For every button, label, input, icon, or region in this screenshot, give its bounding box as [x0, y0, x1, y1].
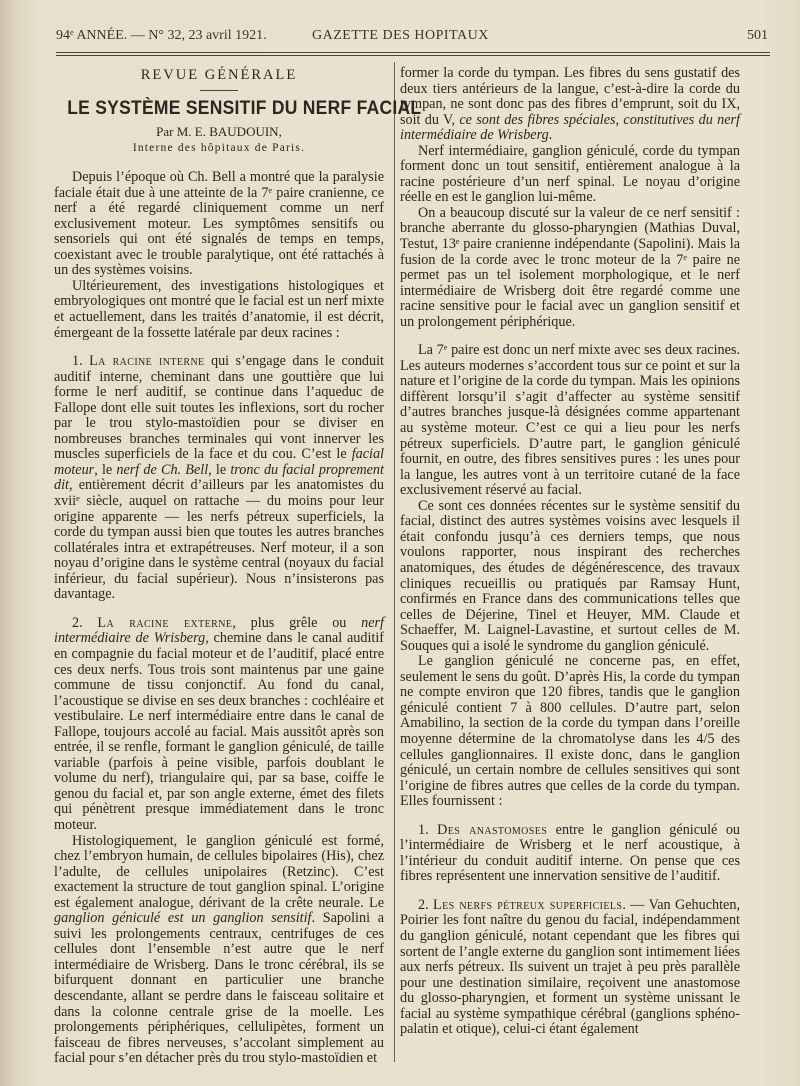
recent-data-paragraph: Ce sont ces données récentes sur le système sensitif du facial, distinct des autres systèmes voisins avec lesquels il était confondu jusqu’à ces derniers temps, que nous voulons rapporter, nous inspirant des recherches anatomiques, des études de dégénérescence, des travaux cliniques recueillis ou pratiqués par Ramsay Hunt, confirmés en France dans des communications telles que celles de Déjerine, Tinel et Heuyer, MM. Claude et Schaeffer, M. Laignel-Lavastine, et surtout celles de M. Souques qui a isolé le syndrome du ganglion géniculé. [400, 497, 740, 654]
section-petrosal-nerves: 2. Les nerfs pétreux superficiels. — Van Gehuchten, Poirier les font naître du genou du facial, indépendamment du ganglion géniculé, notant cependant que les fibres qui sortent de l’angle externe du ganglion sont intimement liées aux nerfs pétreux. Ils suivent un trajet à peu près parallèle pour une destination similaire, reçoivent une anastomose du glosso-pharyngien, et forment un système unissant le facial au système sympathique cérébral (ganglions sphéno-palatin et otique), celui-ci étant également [400, 896, 740, 1038]
left-column [54, 62, 422, 1067]
header-rule [56, 52, 770, 53]
intro-paragraph-2: Ultérieurement, des investigations histologiques et embryologiques ont montré que le facial est un nerf mixte et actuellement, dans les traités d’anatomie, il est décrit, émergeant de la fossette latérale par deux racines : [54, 277, 384, 341]
running-header [56, 28, 768, 48]
discussion-paragraph: On a beaucoup discuté sur la valeur de ce nerf sensitif : branche aberrante du glosso-pharyngien (Mathias Duval, Testut, 13ᵉ paire cranienne indépendante (Sapolini). Mais la fusion de la corde avec le tronc moteur de la 7ᵉ paire ne permet pas un tel isolement morphologique, et le nerf intermédiaire de Wrisberg doit être regardé comme une racine sensitive pour le facial avec un ganglion sensitif et un prolongement périphérique. [400, 204, 740, 330]
histology-paragraph: Histologiquement, le ganglion géniculé est formé, chez l’embryon humain, de cellules bipolaires (His), chez l’adulte, de cellules unipolaires (Retzinc). C’est exactement la structure de tout ganglion spinal. L’origine est également analogue, dérivant de la crête neurale. Le ganglion géniculé est un ganglion sensitif. Sapolini a suivi les prolongements centraux, centrifuges de ces cellules dont l’ensemble n’est autre que le nerf intermédiaire de Wrisberg. Dans le tronc cérébral, ils se bifurquent donnant en particulier une branche descendante, allant se perdre dans le faisceau solitaire et dans la colonne centrale grise de la moelle. Les prolongements périphériques, cellulipètes, forment un faisceau de fibres nerveuses, s’accolant simplement au facial pour s’en détacher près du trou stylo-mastoïdien et [54, 832, 384, 1067]
page-number: 501 [747, 28, 768, 43]
ganglion-paragraph: Le ganglion géniculé ne concerne pas, en effet, seulement le sens du goût. D’après His, la corde du tympan ne compte environ que 120 fibres, tandis que le ganglion géniculé contient 7 à 800 cellules. D’autre part, selon Amabilino, la section de la corde du tympan dans l’oreille moyenne détermine de la chromatolyse dans les 4/5 des cellules ganglionnaires. Il existe donc, dans le ganglion géniculé, un certain nombre de cellules sensitives qui sont l’origine de fibres autres que celles de la corde du tympan. Elles fournissent : [400, 653, 740, 810]
section-internal-root: 1. La racine interne qui s’engage dans le conduit auditif interne, cheminant dans une gouttière que lui forme le nerf auditif, se continue dans l’aqueduc de Fallope dont elle suit toutes les inflexions, sort du rocher par le trou stylo-mastoïdien pour se diviser en nombreuses branches terminales qui vont innerver les muscles superficiels de la face et du cou. C’est le facial moteur, le nerf de Ch. Bell, le tronc du facial proprement dit, entièrement décrit d’ailleurs par les anatomistes du xviiᵉ siècle, auquel on rattache — du moins pour leur origine apparente — les nerfs pétreux superficiels, la corde du tympan aussi bien que toutes les autres branches collatérales intra et extrapétreuses. Nerf moteur, il a son noyau d’origine dans le système central (noyaux du facial inférieur, du facial supérieur). Nous n’insisterons pas davantage. [54, 353, 384, 603]
author-affiliation: Interne des hôpitaux de Paris. [132, 142, 306, 155]
rubric-rule [200, 90, 238, 91]
journal-title: GAZETTE DES HOPITAUX [312, 28, 489, 43]
mixed-nerve-paragraph: La 7ᵉ paire est donc un nerf mixte avec ses deux racines. Les auteurs modernes s’accordent tous sur ce point et sur la nature et l’origine de la corde du tympan. Mais les opinions diffèrent lorsqu’il s’agit d’affecter au système sensitif d’autres branches jusque-là désignées comme appartenant au système moteur. C’est ce qui a lieu pour les nerfs pétreux superficiels. D’autre part, le ganglion géniculé fournit, en outre, des fibres sensitives pures : les unes pour la langue, les autres vont à un territoire cutané de la face exclusivement réservé au facial. [400, 342, 740, 499]
continuation-paragraph: former la corde du tympan. Les fibres du sens gustatif des deux tiers antérieurs de la langue, c’est-à-dire la corde du tympan, ne sont donc pas des fibres d’emprunt, soit du IX, soit du V, ce sont des fibres spéciales, constitutives du nerf intermédiaire de Wrisberg. [400, 65, 740, 144]
right-column [400, 66, 740, 1038]
author-byline: Par M. E. BAUDOUIN, [156, 124, 282, 140]
section-rubric: REVUE GÉNÉRALE [140, 67, 298, 83]
section-anastomoses: 1. Des anastomoses entre le ganglion géniculé ou l’intermédiaire de Wrisberg et le nerf acoustique, à l’intérieur du conduit auditif interne. On pense que ces fibres représentent une innervation sensitive de l’auditif. [400, 821, 741, 885]
intro-paragraph: Depuis l’époque où Ch. Bell a montré que la paralysie faciale était due à une atteinte de la 7ᵉ paire cranienne, ce nerf a été regardé cliniquement comme un nerf exclusivement moteur. Les symptômes sensitifs ou sensoriels qui ont été signalés de temps en temps, coexistant avec le trouble paralytique, ont été rattachés à un des systèmes voisins. [54, 169, 384, 279]
article-title: LE SYSTÈME SENSITIF DU NERF FACIAL [67, 97, 422, 119]
issue-info: 94ᵉ ANNÉE. — N° 32, 23 avril 1921. [56, 28, 267, 43]
sensory-whole-paragraph: Nerf intermédiaire, ganglion géniculé, corde du tympan forment donc un tout sensitif, entièrement analogue à la racine postérieure d’un nerf spinal. Le noyau d’origine réelle en est le ganglion lui-même. [400, 142, 740, 206]
header-rule-double [56, 55, 770, 56]
section-external-root: 2. La racine externe, plus grêle ou nerf intermédiaire de Wrisberg, chemine dans le canal auditif en compagnie du facial moteur et de l’auditif, placé entre ces deux nerfs. Tous trois sont maintenus par une gaine commune de tissu conjonctif. Au fond du canal, l’acoustique se divise en ses deux branches : cochléaire et vestibulaire. Le nerf intermédiaire entre dans le canal de Fallope, toujours accolé au facial. Mais aussitôt après son entrée, il se renfle, formant le ganglion géniculé, de taille variable (parfois à peine visible, parfois doublant le volume du nerf), triangulaire qui, par sa base, coiffe le genou du facial et, par son angle externe, émet des filets qui pénètrent presque immédiatement dans le tronc moteur. [54, 614, 385, 833]
column-divider [394, 62, 395, 1062]
